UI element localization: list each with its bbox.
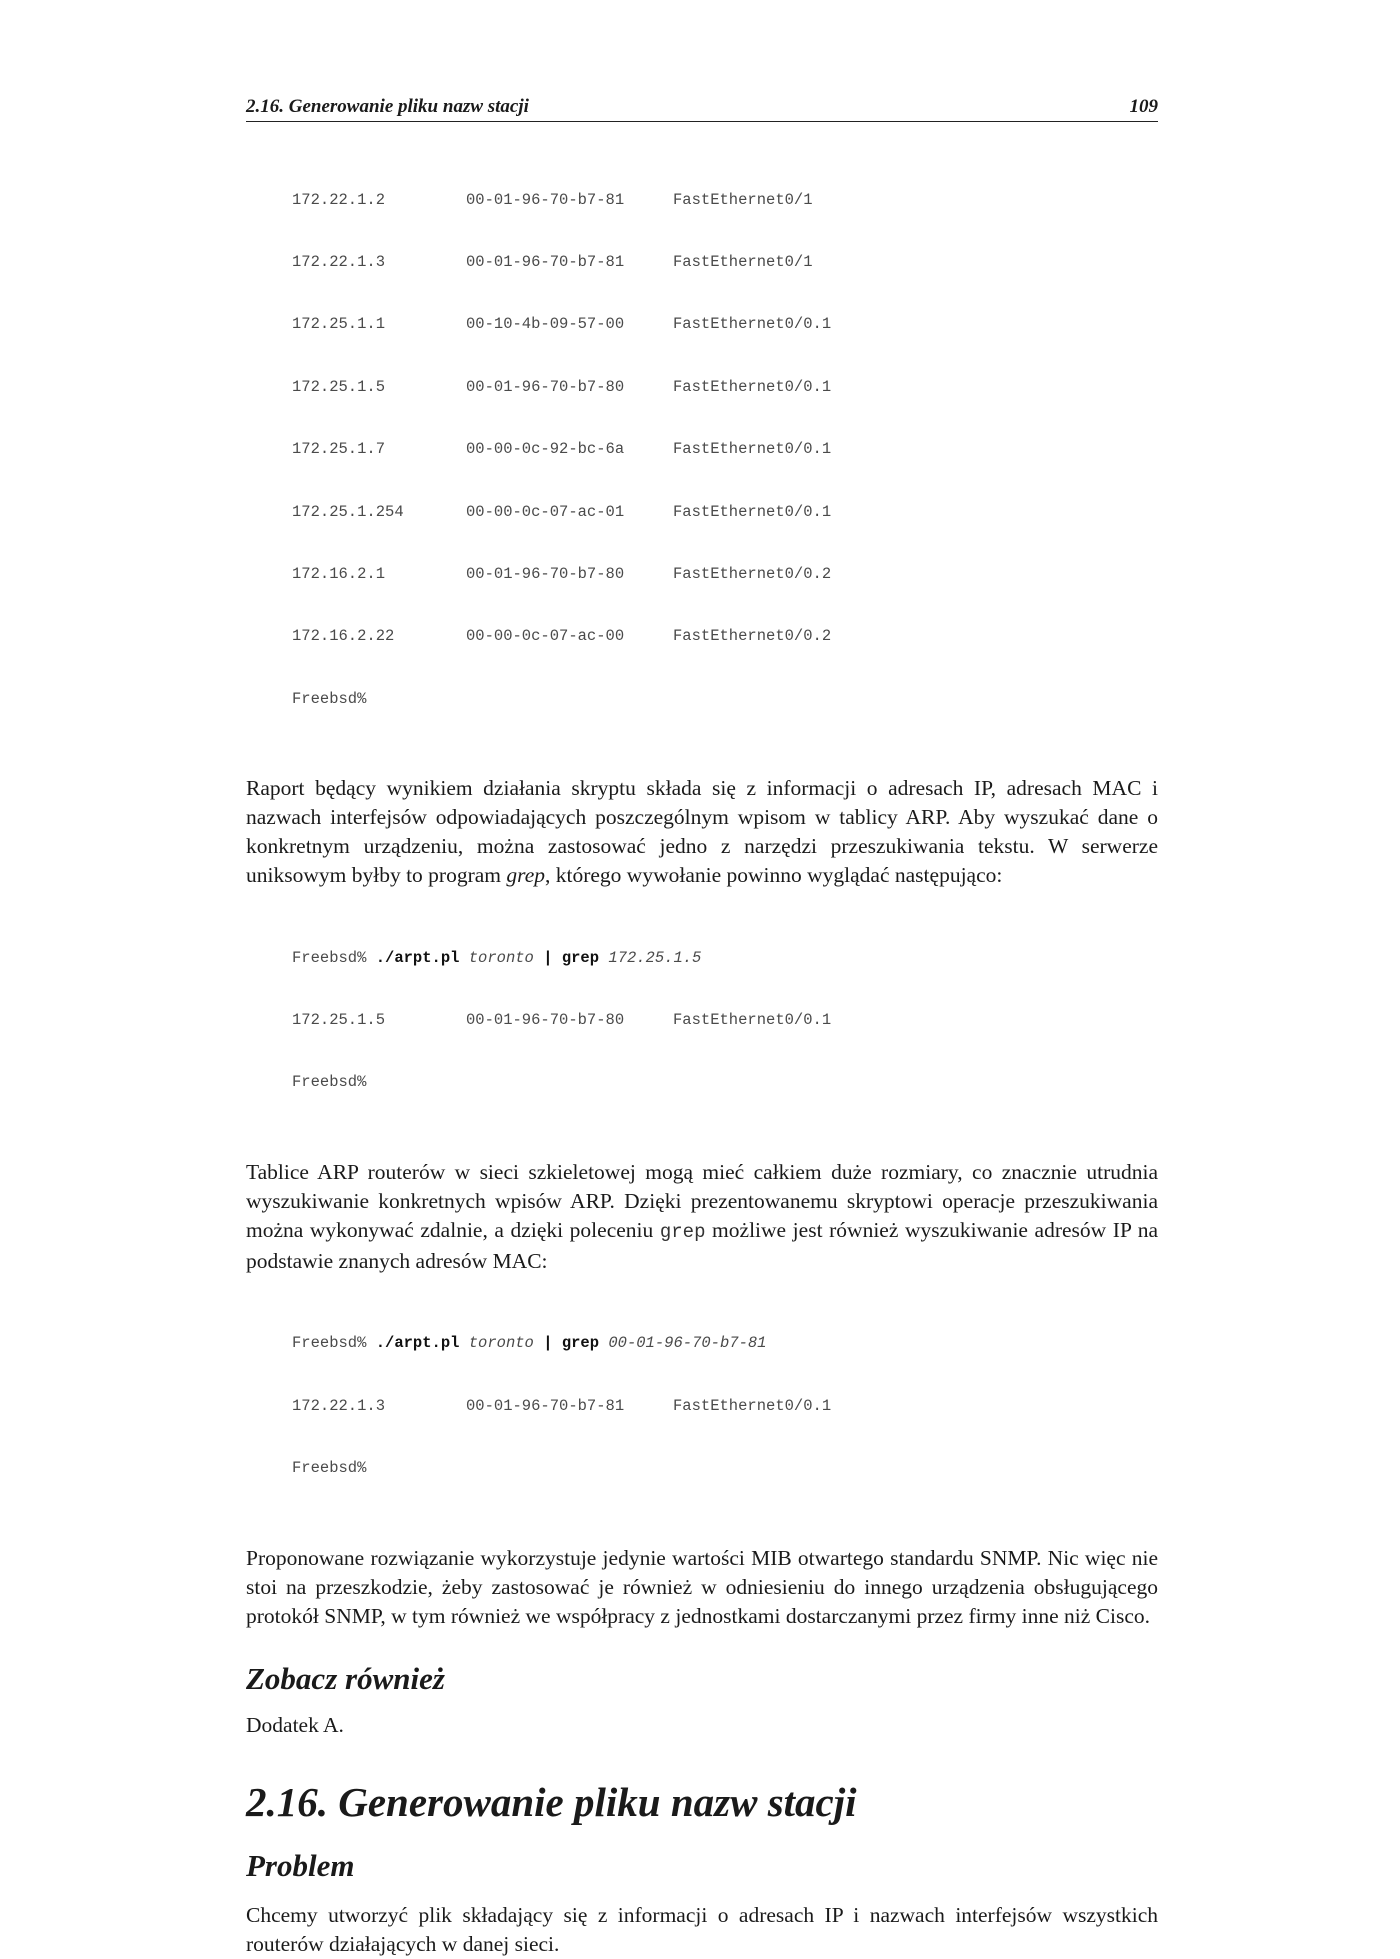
page-number: 109: [1129, 96, 1158, 117]
inline-code: grep: [659, 1220, 706, 1243]
arp-row: 172.16.2.22 00-00-0c-07-ac-00 FastEthernet0/0.2: [292, 627, 832, 646]
see-also-heading: Zobacz również: [246, 1660, 445, 1696]
running-header-title: 2.16. Generowanie pliku nazw stacji: [246, 96, 529, 117]
book-page: [246, 96, 1158, 1959]
arp-row: 172.25.1.5 00-01-96-70-b7-80 FastEthernet0/0.1: [292, 377, 832, 396]
arp-row: 172.25.1.254 00-00-0c-07-ac-01 FastEthernet0/0.1: [292, 502, 832, 521]
shell-prompt: Freebsd%: [292, 689, 367, 708]
arp-row: 172.22.1.3 00-01-96-70-b7-81 FastEthernet0/1: [292, 252, 813, 271]
problem-heading: Problem: [246, 1847, 355, 1883]
arp-row: 172.16.2.1 00-01-96-70-b7-80 FastEthernet0/0.2: [292, 564, 832, 583]
command-line: Freebsd% ./arpt.pl toronto | grep 172.25.1.5: [292, 948, 702, 967]
body-paragraph-3: Proponowane rozwiązanie wykorzystuje jedynie wartości MIB otwartego standardu SNMP. Nic więc nie stoi na przeszkodzie, żeby zastosować je również w odniesieniu do innego urządzenia obsługującego protokół SNMP, w tym również we współpracy z jednostkami dostarczanymi przez firmy inne niż Cisco.: [246, 1545, 1158, 1628]
body-paragraph-1: Raport będący wynikiem działania skryptu składa się z informacji o adresach IP, adresach MAC i nazwach interfejsów odpowiadających poszczególnym wpisom w tablicy ARP. Aby wyszukać dane o konkretnym urządzeniu, można zastosować jedno z narzędzi przeszukiwania tekstu. W serwerze uniksowym byłby to program grep, którego wywołanie powinno wyglądać następująco:: [246, 776, 1158, 888]
program-name: grep: [506, 863, 545, 888]
arp-table-output: [292, 148, 1158, 751]
problem-text: Chcemy utworzyć plik składający się z informacji o adresach IP i nazwach interfejsów wszystkich routerów działających w danej sieci.: [246, 1902, 1158, 1956]
body-paragraph-2: Tablice ARP routerów w sieci szkieletowej mogą mieć całkiem duże rozmiary, co znacznie utrudnia wyszukiwanie konkretnych wpisów ARP. Dzięki prezentowanemu skryptowi operacje przeszukiwania można wykonywać zdalnie, a dzięki poleceniu grep możliwe jest również wyszukiwanie adresów IP na podstawie znanych adresów MAC:: [246, 1159, 1158, 1273]
arp-row: 172.25.1.1 00-10-4b-09-57-00 FastEthernet0/0.1: [292, 315, 832, 334]
running-header: [246, 96, 1158, 122]
result-line: 172.22.1.3 00-01-96-70-b7-81 FastEthernet0/0.1: [292, 1396, 832, 1415]
shell-prompt: Freebsd%: [292, 1073, 367, 1092]
result-line: 172.25.1.5 00-01-96-70-b7-80 FastEthernet0/0.1: [292, 1011, 832, 1030]
shell-prompt: Freebsd%: [292, 1459, 367, 1478]
section-heading: 2.16. Generowanie pliku nazw stacji: [246, 1778, 857, 1825]
arp-row: 172.25.1.7 00-00-0c-92-bc-6a FastEthernet0/0.1: [292, 440, 832, 459]
see-also-text: Dodatek A.: [246, 1712, 344, 1737]
arp-row: 172.22.1.2 00-01-96-70-b7-81 FastEthernet0/1: [292, 190, 813, 209]
command-line: Freebsd% ./arpt.pl toronto | grep 00-01-96-70-b7-81: [292, 1334, 767, 1353]
grep-ip-example: [292, 906, 1158, 1135]
grep-mac-example: [292, 1292, 1158, 1521]
